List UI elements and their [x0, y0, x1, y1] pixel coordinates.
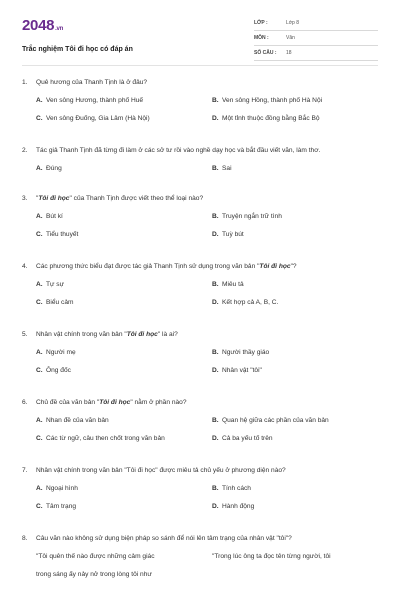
option-key: A.: [36, 485, 43, 492]
option-key: A.: [36, 281, 43, 288]
answer-option[interactable]: [36, 230, 78, 240]
answer-option[interactable]: [36, 502, 76, 512]
question-item: [22, 398, 382, 452]
info-label: SỐ CÂU :: [254, 50, 277, 56]
question-number: 8.: [22, 535, 28, 542]
question-text-part: Câu văn nào không sử dụng biện pháp so sánh để nói lên tâm trạng của nhân vật "tôi"?: [36, 535, 292, 542]
option-key: C.: [36, 367, 43, 374]
question-text: [22, 78, 382, 88]
question-item: [22, 262, 382, 316]
option-text: Tâm trạng: [46, 503, 77, 510]
option-key: B.: [212, 97, 219, 104]
option-key: A.: [36, 417, 43, 424]
info-label: LỚP :: [254, 20, 268, 26]
question-item: [22, 330, 382, 384]
option-text: Bút kí: [46, 213, 63, 220]
question-title-emphasis: Tôi đi học: [99, 399, 131, 406]
answer-option[interactable]: [36, 298, 74, 308]
info-row-grade: [254, 16, 378, 31]
question-title-emphasis: Tôi đi học: [126, 331, 158, 338]
question-item: [22, 534, 382, 588]
option-text: Người mẹ: [46, 349, 76, 356]
question-text-part: Quê hương của Thanh Tịnh là ở đâu?: [36, 79, 148, 86]
question-text-part: " nằm ở phần nào?: [130, 399, 187, 406]
option-text: Ven sông Đuống, Gia Lâm (Hà Nội): [46, 115, 150, 122]
logo-suffix: .vn: [55, 26, 63, 32]
option-text: Kết hợp cả A, B, C.: [222, 299, 279, 306]
question-title-emphasis: Tôi đi học: [38, 195, 70, 202]
question-text-part: Tác giả Thanh Tịnh đã từng đi làm ở các sở tư rồi vào nghề dạy học và bắt đầu viết văn, làm thơ.: [36, 147, 321, 154]
question-item: [22, 194, 382, 248]
info-value: 18: [286, 50, 292, 56]
question-list: [22, 78, 382, 600]
option-list: [22, 272, 382, 316]
answer-option[interactable]: [212, 298, 278, 308]
question-text: [22, 194, 382, 204]
answer-option[interactable]: [36, 552, 155, 562]
option-text: Các từ ngữ, câu then chốt trong văn bản: [46, 435, 165, 442]
option-text: Ông đốc: [46, 367, 71, 374]
question-number: 2.: [22, 147, 28, 154]
info-label: MÔN :: [254, 35, 269, 41]
answer-option[interactable]: [212, 96, 322, 106]
answer-option[interactable]: [212, 230, 244, 240]
answer-option[interactable]: [36, 96, 143, 106]
question-number: 1.: [22, 79, 28, 86]
option-key: A.: [36, 213, 43, 220]
option-key: C.: [36, 503, 43, 510]
answer-option[interactable]: [36, 164, 62, 174]
question-text: [22, 146, 382, 156]
option-key: C.: [36, 115, 43, 122]
answer-option[interactable]: [36, 570, 152, 580]
option-text: Ngoại hình: [46, 485, 78, 492]
answer-option[interactable]: [212, 416, 329, 426]
option-key: A.: [36, 165, 43, 172]
answer-option[interactable]: [212, 434, 273, 444]
option-list: [22, 156, 382, 182]
answer-option[interactable]: [212, 164, 232, 174]
info-row-subject: [254, 31, 378, 46]
option-key: B.: [212, 349, 219, 356]
option-text: Tuỳ bút: [222, 231, 244, 238]
option-key: D.: [212, 231, 219, 238]
answer-option[interactable]: [36, 114, 150, 124]
question-item: [22, 78, 382, 132]
option-text: trong sáng ấy nảy nở trong lòng tôi như: [36, 571, 152, 578]
option-text: Miêu tả: [222, 281, 244, 288]
option-key: D.: [212, 503, 219, 510]
answer-option[interactable]: [212, 212, 282, 222]
option-key: A.: [36, 349, 43, 356]
question-text: [22, 466, 382, 476]
option-list: [22, 340, 382, 384]
page-title: Trắc nghiệm Tôi đi học có đáp án: [22, 46, 133, 53]
question-number: 5.: [22, 331, 28, 338]
option-key: C.: [36, 435, 43, 442]
question-number: 6.: [22, 399, 28, 406]
option-list: [22, 476, 382, 520]
option-key: D.: [212, 367, 219, 374]
question-text-part: ": [36, 195, 39, 202]
answer-option[interactable]: [212, 366, 262, 376]
answer-option[interactable]: [36, 484, 78, 494]
info-row-count: [254, 46, 378, 61]
question-number: 7.: [22, 467, 28, 474]
option-text: Nhân vật "tôi": [222, 367, 262, 374]
question-text: [22, 330, 382, 340]
answer-option[interactable]: [212, 552, 331, 562]
option-text: Biểu cảm: [46, 299, 74, 306]
logo-text: 2048: [22, 17, 55, 34]
question-text: [22, 534, 382, 544]
answer-option[interactable]: [36, 280, 64, 290]
option-key: B.: [212, 485, 219, 492]
question-item: [22, 146, 382, 182]
option-key: A.: [36, 97, 43, 104]
option-list: [22, 88, 382, 132]
answer-option[interactable]: [36, 348, 76, 358]
option-list: [22, 408, 382, 452]
answer-option[interactable]: [36, 416, 109, 426]
option-text: Người thầy giáo: [222, 349, 270, 356]
question-text-part: Chủ đề của văn bản ": [36, 399, 100, 406]
option-list: [22, 204, 382, 248]
option-text: Cả ba yếu tố trên: [222, 435, 273, 442]
question-text-part: Nhân vật chính trong văn bản "Tôi đi học" được miêu tả chủ yếu ở phương diện nào?: [36, 467, 286, 474]
option-text: Sai: [222, 165, 232, 172]
info-value: Lớp 8: [286, 20, 300, 26]
question-text-part: "?: [290, 263, 297, 270]
answer-option[interactable]: [212, 484, 251, 494]
question-text: [22, 398, 382, 408]
option-key: B.: [212, 213, 219, 220]
option-key: C.: [36, 299, 43, 306]
question-text-part: " là ai?: [157, 331, 178, 338]
option-text: "Trong lúc ông ta đọc tên từng người, tôi: [212, 553, 331, 560]
option-key: D.: [212, 435, 219, 442]
answer-option[interactable]: [212, 114, 320, 124]
answer-option[interactable]: [36, 212, 63, 222]
header-divider: [22, 65, 378, 66]
option-key: C.: [36, 231, 43, 238]
option-key: B.: [212, 165, 219, 172]
question-text-part: Các phương thức biểu đạt được tác giả Thanh Tịnh sử dụng trong văn bản ": [36, 263, 260, 270]
option-text: Đúng: [46, 165, 62, 172]
question-title-emphasis: Tôi đi học: [259, 263, 291, 270]
option-list: [22, 544, 382, 588]
answer-option[interactable]: [212, 280, 244, 290]
option-text: Nhan đề của văn bản: [46, 417, 109, 424]
option-text: Hành động: [222, 503, 255, 510]
option-key: B.: [212, 281, 219, 288]
answer-option[interactable]: [36, 434, 165, 444]
option-text: Truyện ngắn trữ tình: [222, 213, 282, 220]
option-text: Quan hệ giữa các phần của văn bản: [222, 417, 329, 424]
option-text: "Tôi quên thế nào được những cảm giác: [36, 553, 155, 560]
info-value: Văn: [286, 35, 295, 41]
question-number: 3.: [22, 195, 28, 202]
option-text: Tiểu thuyết: [46, 231, 79, 238]
header: [22, 16, 378, 60]
question-text-part: " của Thanh Tịnh được viết theo thể loại nào?: [69, 195, 204, 202]
option-text: Tự sự: [46, 281, 64, 288]
option-key: D.: [212, 115, 219, 122]
question-number: 4.: [22, 263, 28, 270]
answer-option[interactable]: [212, 348, 269, 358]
option-text: Ven sông Hồng, thành phố Hà Nội: [222, 97, 323, 104]
answer-option[interactable]: [36, 366, 71, 376]
quiz-info: [254, 16, 378, 61]
option-text: Tính cách: [222, 485, 251, 492]
option-text: Một tỉnh thuộc đồng bằng Bắc Bộ: [222, 115, 320, 122]
question-text: [22, 262, 382, 272]
question-item: [22, 466, 382, 520]
option-key: B.: [212, 417, 219, 424]
option-text: Ven sông Hương, thành phố Huế: [46, 97, 144, 104]
option-key: D.: [212, 299, 219, 306]
site-logo[interactable]: [22, 17, 63, 34]
answer-option[interactable]: [212, 502, 254, 512]
question-text-part: Nhân vật chính trong văn bản ": [36, 331, 127, 338]
